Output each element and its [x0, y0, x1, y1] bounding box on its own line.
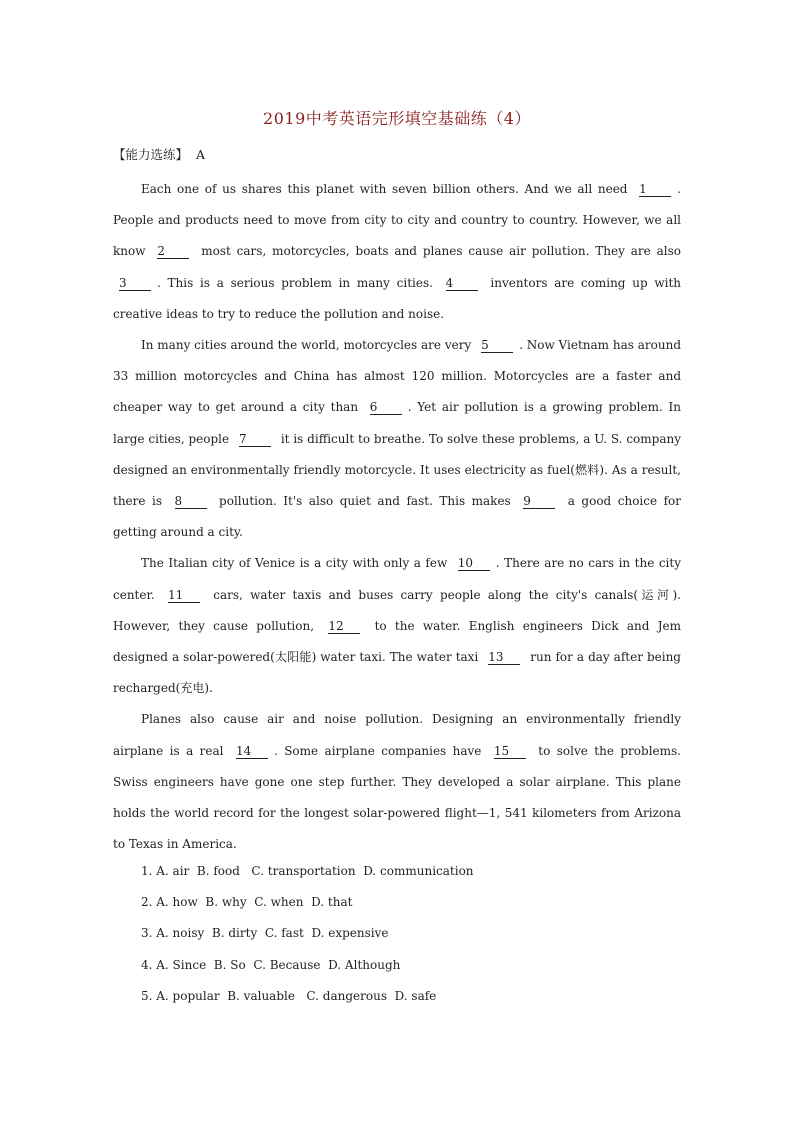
passage-text: most cars, motorcycles, boats and planes cause air pollution. They are also — [195, 244, 682, 259]
section-label-text: 【能力选练】 — [113, 147, 189, 162]
section-label — [113, 145, 205, 163]
answer-blank: 3 — [119, 277, 151, 291]
answer-blank: 9 — [523, 495, 555, 509]
answer-blank: 8 — [175, 495, 207, 509]
passage-text: cars, water taxis and buses carry people along the city's canals(运河). However, they cause pollution, — [113, 587, 681, 633]
passage-text: inventors are coming up with creative ideas to try to reduce the pollution and noise. — [113, 275, 682, 321]
option-row: 4. A. Since B. So C. Because D. Although — [141, 957, 401, 972]
passage-text: . Some airplane companies have — [273, 743, 488, 758]
answer-blank: 5 — [481, 339, 513, 353]
passage-text: . This is a serious problem in many cities. — [157, 275, 440, 290]
passage-text: pollution. It's also quiet and fast. This makes — [212, 494, 518, 509]
options-list — [141, 856, 474, 1012]
answer-blank: 2 — [157, 245, 189, 259]
passage-text: a good choice for getting around a city. — [113, 494, 681, 540]
passage-paragraph — [113, 548, 681, 704]
passage-paragraph — [113, 174, 681, 330]
passage-text: In many cities around the world, motorcycles are very — [141, 338, 476, 353]
passage-paragraph — [113, 330, 681, 548]
passage-text: . Now Vietnam has around 33 million motorcycles and China has almost 120 million. Motorcycles are a faster and cheaper way to get around a city than — [113, 338, 682, 415]
answer-blank: 13 — [488, 651, 520, 665]
passage-text: Each one of us shares this planet with seven billion others. And we all need — [141, 182, 634, 196]
option-row: 2. A. how B. why C. when D. that — [141, 895, 353, 910]
section-letter: A — [196, 147, 206, 162]
passage-text: to the water. English engineers Dick and Jem designed a solar-powered(太阳能) water taxi. The water taxi — [113, 618, 682, 665]
page-title: 2019中考英语完形填空基础练（4） — [263, 109, 531, 128]
passage — [113, 174, 681, 860]
answer-blank: 15 — [494, 745, 526, 759]
passage-text: . People and products need to move from city to city and country to country. However, we all know — [113, 182, 681, 259]
answer-blank: 1 — [639, 183, 671, 197]
option-row: 1. A. air B. food C. transportation D. communication — [141, 864, 474, 878]
passage-text: run for a day after being recharged(充电). — [113, 650, 681, 696]
answer-blank: 7 — [239, 433, 271, 447]
option-row: 5. A. popular B. valuable C. dangerous D. safe — [141, 988, 437, 1003]
passage-text: to solve the problems. Swiss engineers have gone one step further. They developed a solar airplane. This plane holds the world record for the longest solar-powered flight—1, 541 kilometers from Arizona to Texas in America. — [113, 743, 681, 852]
option-row: 3. A. noisy B. dirty C. fast D. expensive — [141, 926, 389, 941]
answer-blank: 10 — [458, 557, 490, 571]
answer-blank: 6 — [370, 401, 402, 415]
passage-text: . There are no cars in the city center. — [113, 556, 681, 602]
passage-text: it is difficult to breathe. To solve these problems, a U. S. company designed an environmentally friendly motorcycle. It uses electricity as fuel(燃料). As a result, there is — [113, 431, 681, 509]
answer-blank: 12 — [328, 620, 360, 634]
answer-blank: 4 — [446, 277, 478, 291]
answer-blank: 11 — [168, 589, 200, 603]
passage-paragraph — [113, 704, 681, 860]
passage-text: . Yet air pollution is a growing problem. In large cities, people — [113, 400, 681, 446]
answer-blank: 14 — [236, 745, 268, 759]
passage-text: The Italian city of Venice is a city with only a few — [141, 556, 452, 571]
passage-text: Planes also cause air and noise pollution. Designing an environmentally friendly airplane is a real — [113, 712, 681, 758]
